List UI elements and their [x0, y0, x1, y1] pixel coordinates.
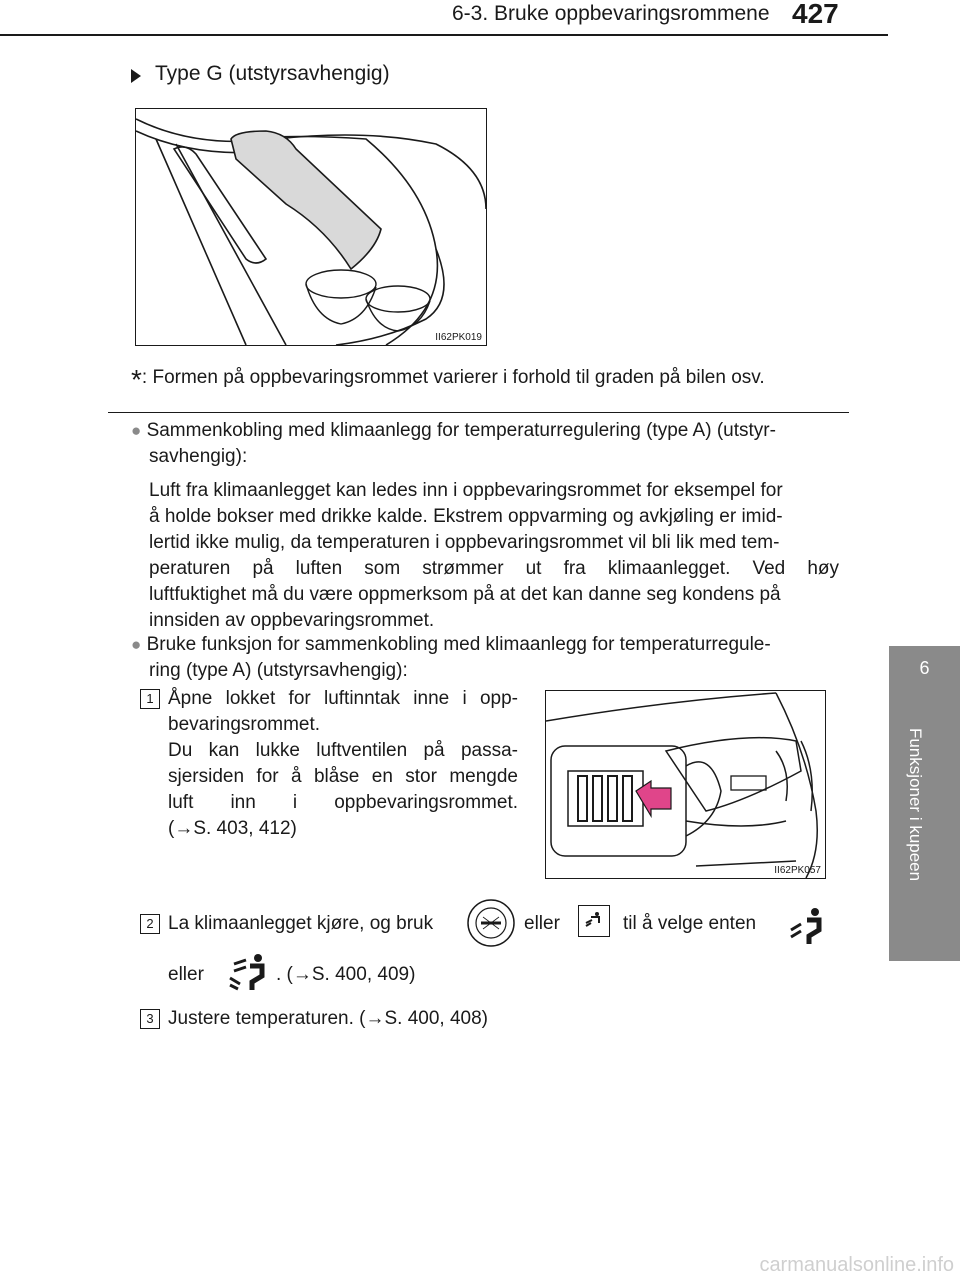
bullet-body [149, 478, 839, 634]
chapter-number: 6 [919, 658, 930, 678]
step-text: Justere temperaturen. (→S. 400, 408) [168, 1008, 488, 1029]
bullet-title-line2: ring (type A) (utstyrsavhengig): [149, 660, 408, 681]
body-line: å holde bokser med drikke kalde. Ekstrem oppvarming og avkjøling er imid- [149, 506, 783, 527]
airflow-bilevel-icon [226, 952, 268, 992]
console-illustration [136, 109, 486, 345]
step-number: 1 [140, 689, 160, 709]
footnote [131, 364, 765, 396]
body-line: luftfuktighet må du være oppmerksom på at det kan danne seg kondens på [149, 584, 781, 605]
figure-console-storage [135, 108, 487, 346]
footnote-star: * [131, 364, 142, 395]
bullet-title-line1: Bruke funksjon for sammenkobling med klimaanlegg for temperaturregule- [146, 634, 771, 655]
step-number: 3 [140, 1009, 160, 1029]
header-rule [0, 34, 888, 36]
body-line: lertid ikke mulig, da temperaturen i oppbevaringsrommet vil bli lik med tem- [149, 532, 780, 553]
type-heading: Type G (utstyrsavhengig) [155, 62, 390, 85]
step-text-a: La klimaanlegget kjøre, og bruk [168, 913, 434, 934]
ac-dial-icon [466, 898, 516, 948]
step-line: sjersiden for å blåse en stor mengde [168, 766, 518, 787]
bullet-title-line2: savhengig): [149, 446, 248, 467]
section-divider [108, 412, 849, 413]
airflow-mode-button-icon [578, 905, 610, 937]
bullet-item [131, 418, 851, 444]
arrow-indicator-icon [636, 781, 671, 816]
page-number: 427 [792, 0, 839, 29]
triangle-bullet-icon [131, 69, 141, 83]
step-text-e: . (→S. 400, 409) [276, 964, 416, 985]
bullet-dot-icon: ● [131, 635, 142, 654]
body-line: Luft fra klimaanlegget kan ledes inn i oppbevaringsrommet for eksempel for [149, 480, 783, 501]
figure-code: II62PK057 [774, 865, 821, 876]
step-line: Du kan lukke luftventilen på passa- [168, 740, 518, 761]
figure-air-intake [545, 690, 826, 879]
body-line: innsiden av oppbevaringsrommet. [149, 610, 435, 631]
step-line: bevaringsrommet. [168, 714, 321, 735]
bullet-title-line1: Sammenkobling med klimaanlegg for temperaturregulering (type A) (utstyr- [146, 420, 776, 441]
step-line: luft inn i oppbevaringsrommet. [168, 792, 518, 813]
step-text [168, 686, 518, 842]
step-line: (→S. 403, 412) [168, 818, 297, 839]
step-text-d: eller [168, 964, 204, 985]
bullet-item [131, 632, 851, 658]
step-line: Åpne lokket for luftinntak inne i opp- [168, 688, 518, 709]
chapter-title: Funksjoner i kupeen [906, 728, 925, 882]
body-line: peraturen på luften som strømmer ut fra klimaanlegget. Ved høy [149, 558, 839, 579]
step-text-c: til å velge enten [623, 913, 757, 934]
step-text-b: eller [524, 913, 560, 934]
header-title: 6-3. Bruke oppbevaringsrommene [452, 2, 770, 25]
figure-code: II62PK019 [435, 332, 482, 343]
air-intake-illustration [546, 691, 825, 878]
footnote-text: : Formen på oppbevaringsrommet varierer i forhold til graden på bilen osv. [141, 367, 765, 388]
step-number: 2 [140, 914, 160, 934]
bullet-dot-icon: ● [131, 421, 142, 440]
airflow-face-icon [787, 906, 827, 946]
watermark: carmanualsonline.info [759, 1254, 954, 1276]
